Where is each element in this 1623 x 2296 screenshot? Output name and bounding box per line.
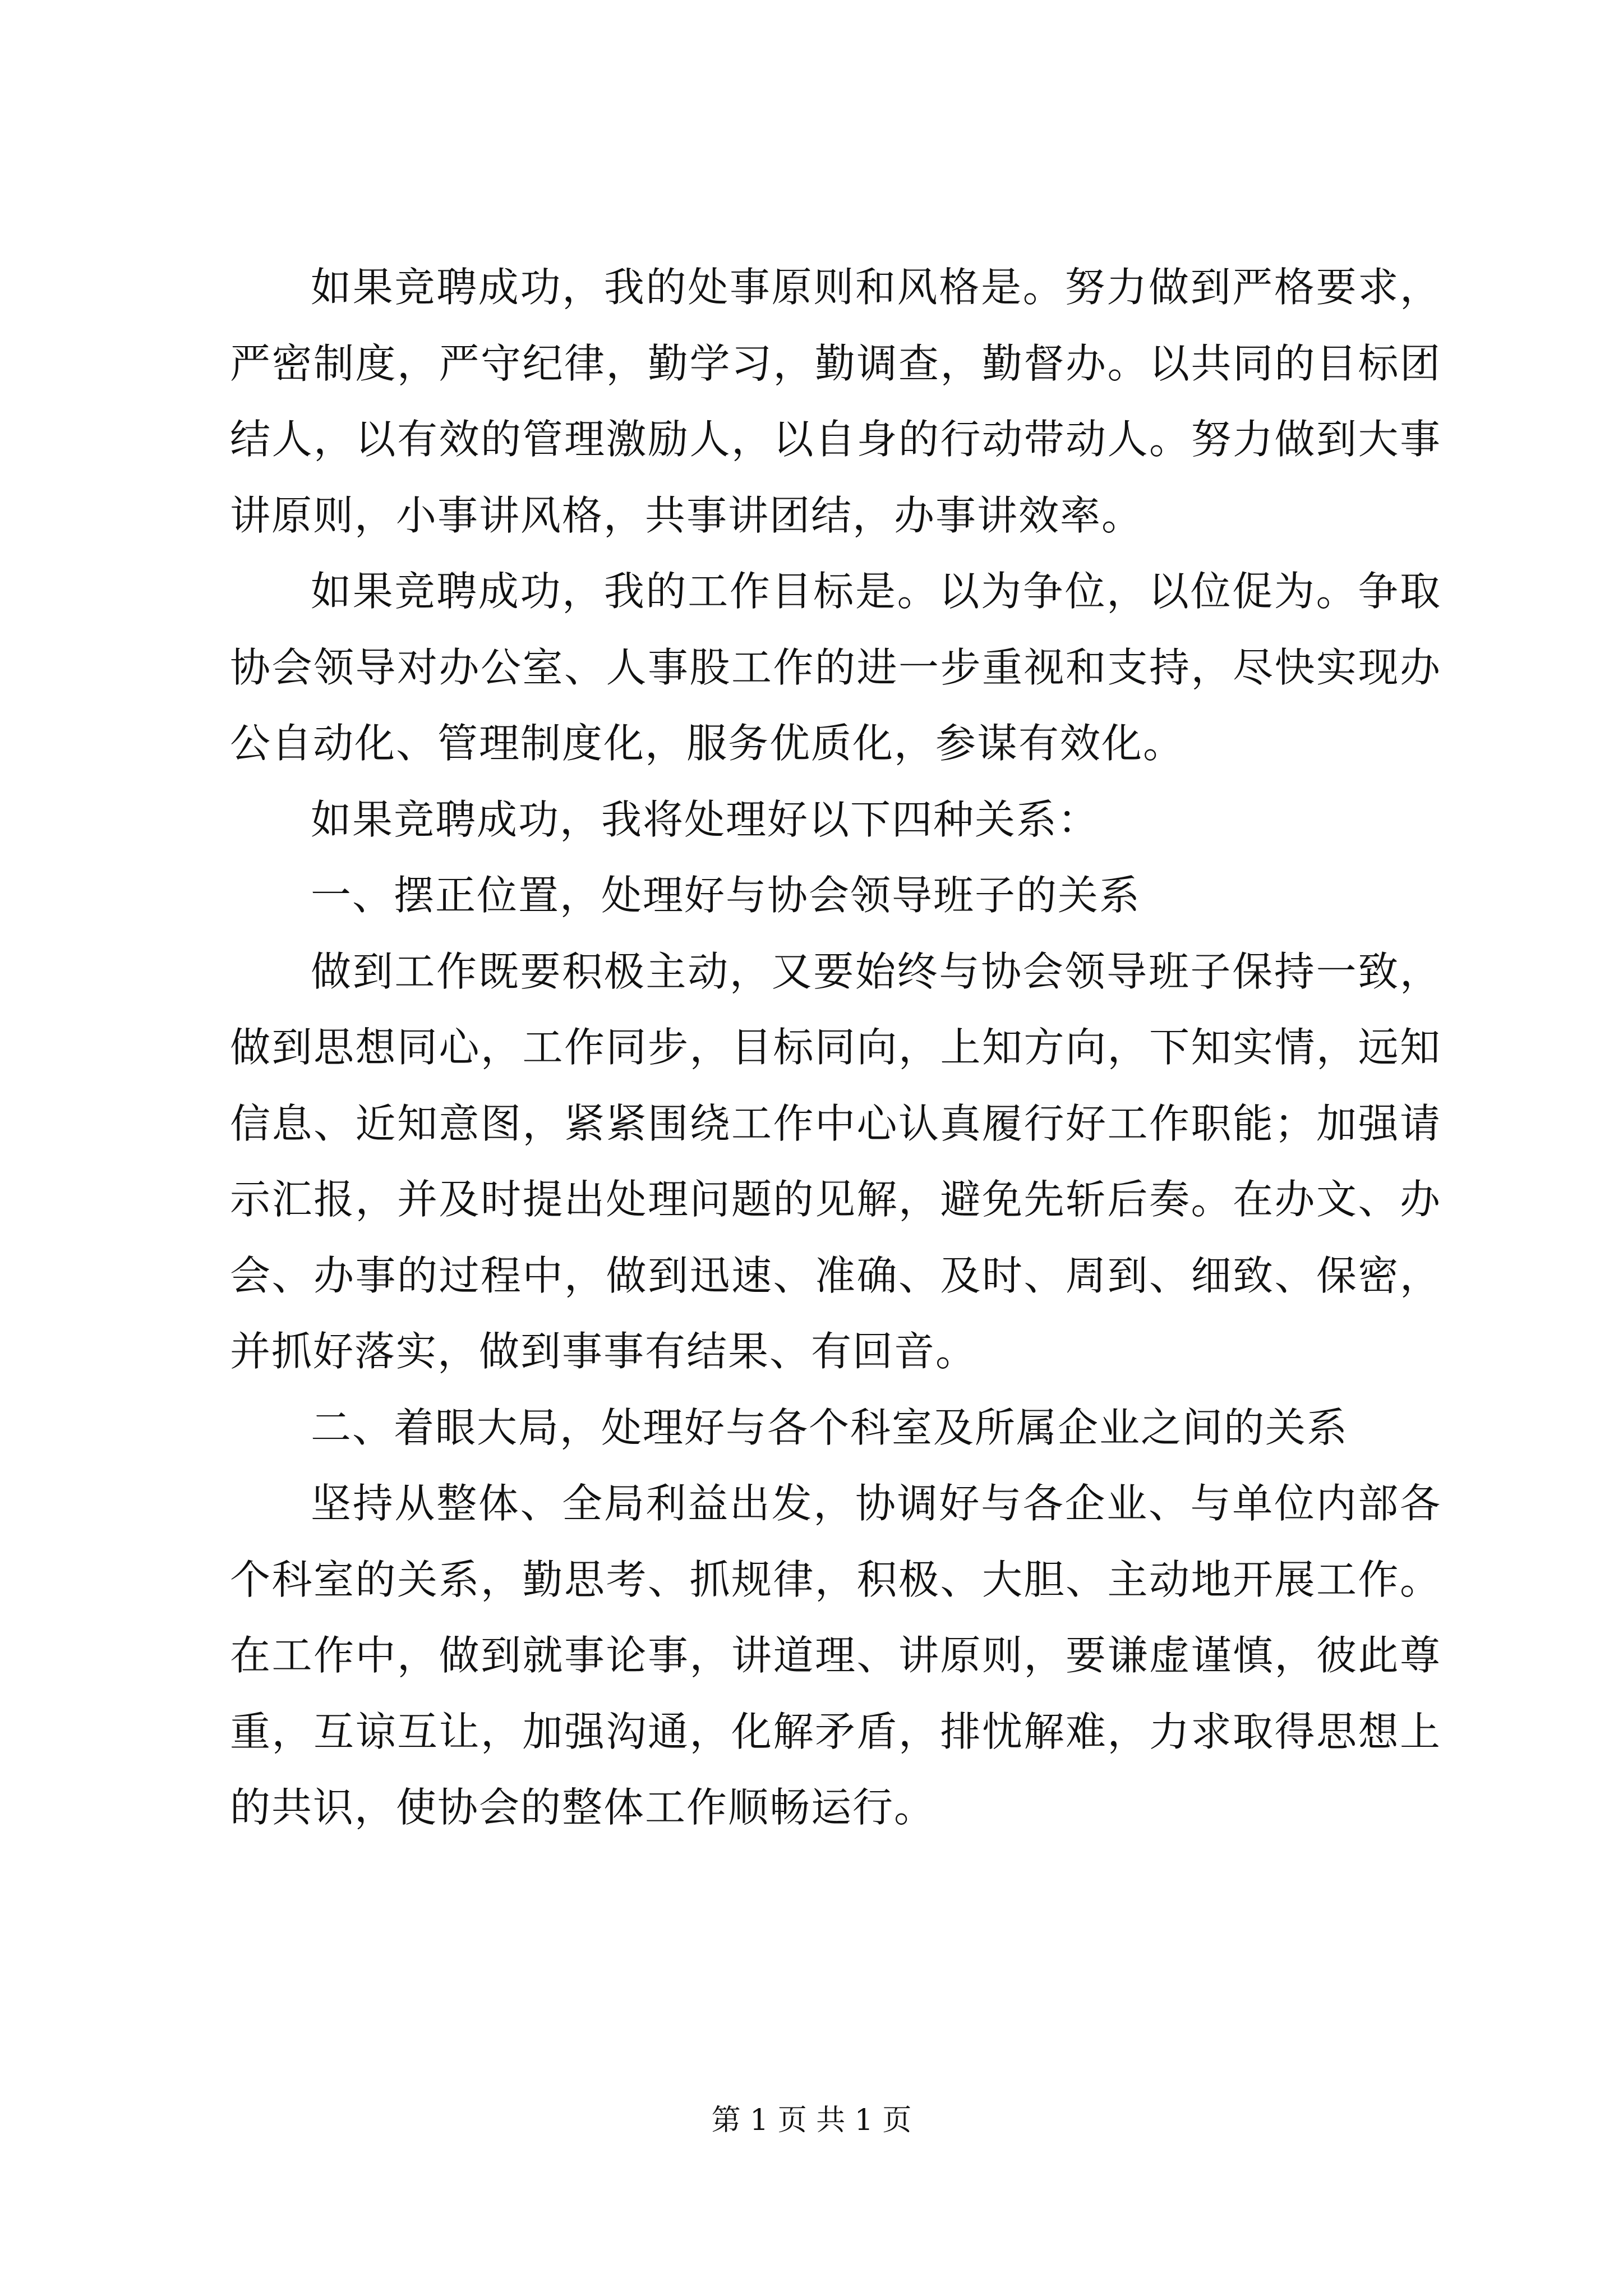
paragraph-four-relations-intro: 如果竞聘成功，我将处理好以下四种关系： (311, 795, 1100, 843)
paragraph-principles: 如果竞聘成功，我的处事原则和风格是。努力做到严格要求，严密制度，严守纪律，勤学习，勤调查，勤督办。以共同的目标团结人，以有效的管理激励人，以自身的行动带动人。努力做到大事讲原则，小事讲风格，共事讲团结，办事讲效率。 (230, 264, 1441, 539)
paragraph-section-1-body: 做到工作既要积极主动，又要始终与协会领导班子保持一致，做到思想同心，工作同步，目标同向，上知方向，下知实情，远知信息、近知意图，紧紧围绕工作中心认真履行好工作职能；加强请示汇报，并及时提出处理问题的见解，避免先斩后奏。在办文、办会、办事的过程中，做到迅速、准确、及时、周到、细致、保密，并抓好落实，做到事事有结果、有回音。 (230, 947, 1441, 1375)
paragraph-work-goals: 如果竞聘成功，我的工作目标是。以为争位，以位促为。争取协会领导对办公室、人事股工作的进一步重视和支持，尽快实现办公自动化、管理制度化，服务优质化，参谋有效化。 (230, 568, 1441, 767)
paragraph-section-2-body: 坚持从整体、全局利益出发，协调好与各企业、与单位内部各个科室的关系，勤思考、抓规律，积极、大胆、主动地开展工作。在工作中，做到就事论事，讲道理、讲原则，要谦虚谨慎，彼此尊重，互谅互让，加强沟通，化解矛盾，排忧解难，力求取得思想上的共识，使协会的整体工作顺畅运行。 (230, 1480, 1441, 1831)
page-footer: 第 1 页 共 1 页 (711, 2104, 912, 2137)
document-body (230, 250, 1441, 1846)
section-heading-2: 二、着眼大局，处理好与各个科室及所属企业之间的关系 (311, 1404, 1349, 1451)
section-heading-1: 一、摆正位置，处理好与协会领导班子的关系 (311, 872, 1141, 919)
